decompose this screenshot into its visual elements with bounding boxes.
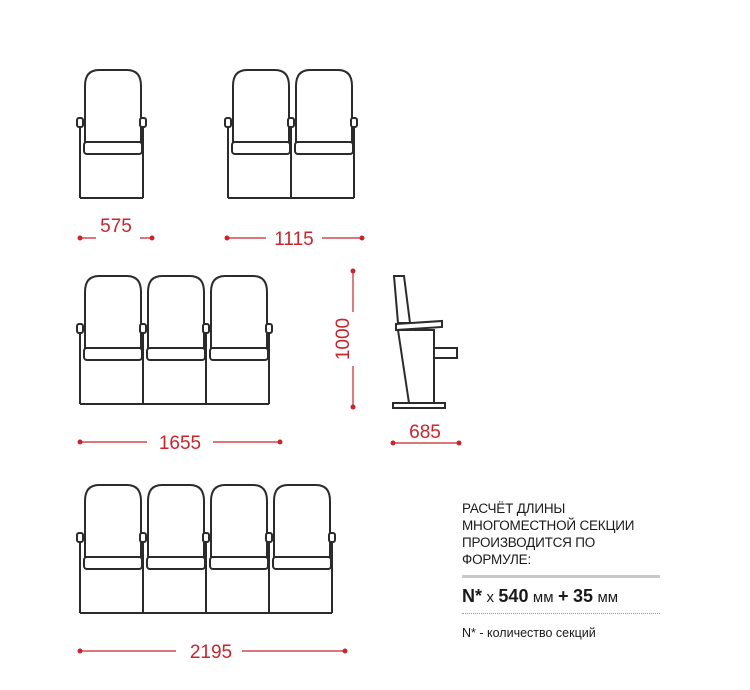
armrest-cap xyxy=(77,533,83,542)
formula-dotted-rule xyxy=(462,613,660,614)
chair-side-view xyxy=(393,276,457,408)
armrest-cap xyxy=(77,118,83,127)
backrest xyxy=(85,485,141,557)
formula-heading-line: РАСЧЁТ ДЛИНЫ xyxy=(462,501,566,516)
triple-seat-group xyxy=(77,276,272,404)
formula-expression xyxy=(462,586,662,607)
backrest xyxy=(211,485,267,557)
formula-footnote: N* - количество секций xyxy=(462,626,596,640)
armrest-cap xyxy=(140,324,146,333)
seat-cushion xyxy=(210,557,268,569)
formula-unit: мм xyxy=(532,589,554,606)
backrest xyxy=(148,485,204,557)
backrest xyxy=(148,276,204,348)
seat-cushion xyxy=(147,348,205,360)
seat-cushion xyxy=(295,142,353,154)
backrest xyxy=(296,70,352,142)
formula-heading-line: МНОГОМЕСТНОЙ СЕКЦИИ xyxy=(462,518,635,533)
side-base xyxy=(393,403,445,408)
seat-cushion xyxy=(273,557,331,569)
dim-dot xyxy=(78,440,83,445)
seat-cushion xyxy=(232,142,290,154)
formula-n-symbol: N* xyxy=(462,586,483,606)
armrest-cap xyxy=(203,324,209,333)
dim-dot xyxy=(78,649,83,654)
armrest-cap xyxy=(203,533,209,542)
formula-unit: мм xyxy=(597,589,619,606)
seat-cushion xyxy=(84,142,142,154)
dim-dot xyxy=(351,269,356,274)
formula-times: x xyxy=(486,589,494,606)
seat-cushion xyxy=(84,348,142,360)
backrest xyxy=(274,485,330,557)
armrest-cap xyxy=(140,118,146,127)
dim-dot xyxy=(225,236,230,241)
formula-extra: 35 xyxy=(572,586,593,606)
dim-label-height: 1000 xyxy=(333,317,354,361)
armrest-cap xyxy=(288,118,294,127)
dim-label-triple: 1655 xyxy=(158,433,202,454)
seat-cushion xyxy=(84,557,142,569)
dim-dot xyxy=(343,649,348,654)
dim-label-double: 1115 xyxy=(274,229,314,250)
dim-dot xyxy=(360,236,365,241)
armrest-cap xyxy=(225,118,231,127)
dim-dot xyxy=(78,236,83,241)
formula-heading xyxy=(462,500,662,568)
formula-plus: + xyxy=(558,586,569,606)
armrest-cap xyxy=(329,533,335,542)
side-frame xyxy=(398,330,434,403)
single-seat-group xyxy=(77,70,146,198)
dim-dot xyxy=(278,440,283,445)
formula-block xyxy=(462,500,662,640)
armrest-cap xyxy=(140,533,146,542)
dim-dot xyxy=(391,441,396,446)
backrest xyxy=(85,70,141,142)
dim-dot xyxy=(457,441,462,446)
side-seat xyxy=(434,348,457,358)
dim-label-quad: 2195 xyxy=(189,642,233,663)
formula-seat-width: 540 xyxy=(498,586,529,606)
formula-divider xyxy=(462,575,660,578)
seat-cushion xyxy=(210,348,268,360)
dim-dot xyxy=(150,236,155,241)
dim-dot xyxy=(351,405,356,410)
seat-cushion xyxy=(147,557,205,569)
armrest-cap xyxy=(266,324,272,333)
quad-seat-group xyxy=(77,485,335,613)
backrest xyxy=(85,276,141,348)
backrest xyxy=(233,70,289,142)
armrest-cap xyxy=(77,324,83,333)
side-backrest xyxy=(394,276,410,323)
armrest-cap xyxy=(351,118,357,127)
dim-label-depth: 685 xyxy=(409,422,441,443)
dim-label-single: 575 xyxy=(100,216,132,237)
armrest-cap xyxy=(266,533,272,542)
formula-heading-line: ПРОИЗВОДИТСЯ ПО ФОРМУЛЕ: xyxy=(462,535,596,567)
backrest xyxy=(211,276,267,348)
double-seat-group xyxy=(225,70,357,198)
